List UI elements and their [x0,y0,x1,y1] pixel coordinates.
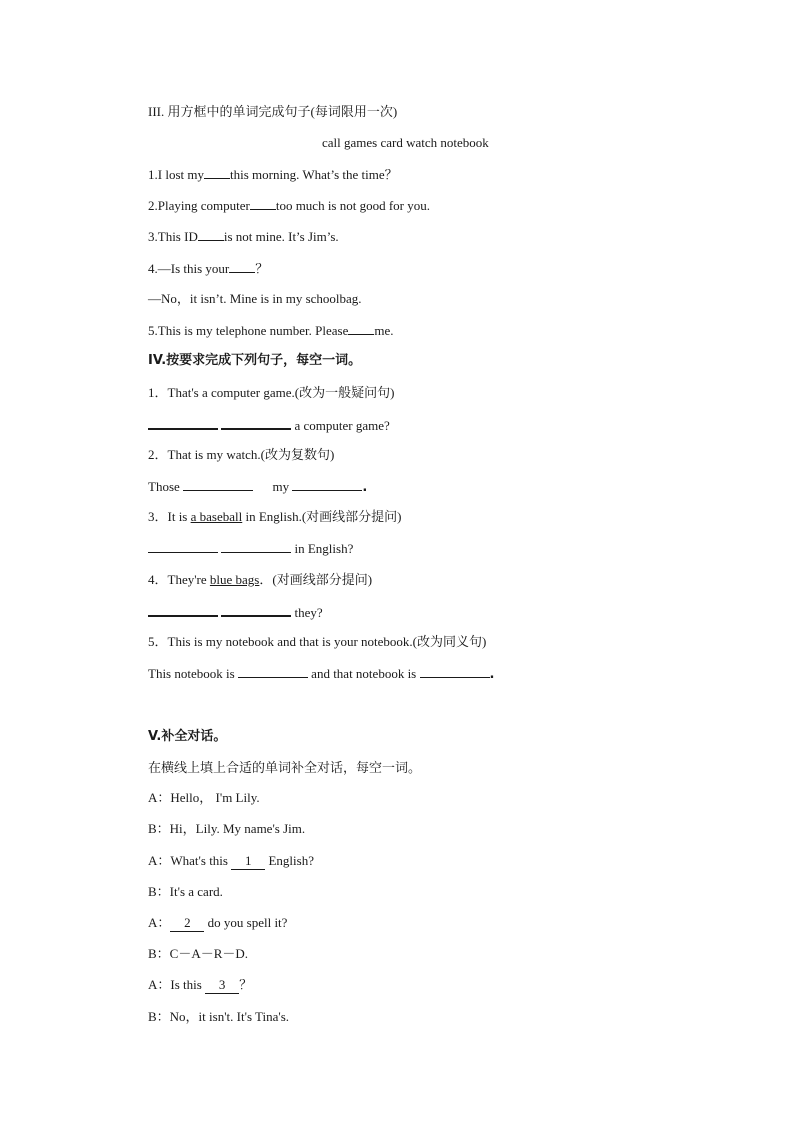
answer-blank[interactable] [420,665,490,678]
section5-instruction: 在横线上填上合适的单词补全对话，每空一词。 [148,760,422,775]
s4-a2-text-a: Those [148,479,180,494]
s3-question-2 [148,197,430,214]
s3-question-3 [148,228,339,245]
section4-heading: IV.按要求完成下列句子，每空一词。 [148,353,362,368]
s4-a2-text-c: . [362,480,368,495]
dialogue-line-7 [148,977,252,994]
s4-answer-2 [148,478,367,496]
s4-question-3 [148,509,402,525]
d7-text-a: A：Is this [148,977,206,992]
s4-q4-text-b: ．(对画线部分提问) [259,572,373,587]
s3-q5-text-b: me. [374,323,394,338]
dialogue-line-1: A：Hello， I'm Lily. [148,790,260,805]
dialogue-blank-3[interactable]: 3 [205,977,239,994]
s4-answer-1 [148,416,390,434]
s4-a2-text-b: my [272,479,290,494]
d5-text-a: A： [148,915,171,930]
s3-q4-answer: —No，it isn’t. Mine is in my schoolbag. [148,291,362,306]
s3-q3-text-a: 3.This ID [148,229,198,244]
s4-a1-text: a computer game? [294,418,390,433]
s4-question-5: 5．This is my notebook and that is your notebook.(改为同义句) [148,634,487,649]
answer-blank[interactable] [348,322,374,335]
s3-q1-text-b: this morning. What’s the time？ [229,167,398,182]
s3-q3-text-b: is not mine. It’s Jim’s. [223,229,339,244]
answer-blank[interactable] [221,603,291,617]
s3-question-4 [148,260,268,277]
s3-q1-text-a: 1.I lost my [148,167,204,182]
s4-a5-text-b: and that notebook is [311,666,417,681]
section5-heading: V.补全对话。 [148,729,227,744]
s3-q2-text-b: too much is not good for you. [275,198,431,213]
s4-q4-text-a: 4．They're [148,572,210,587]
answer-blank[interactable] [292,478,362,491]
s4-question-4 [148,572,372,588]
section3-heading: III. 用方框中的单词完成句子(每词限用一次) [148,104,398,119]
s4-a4-text: they? [294,605,323,620]
s3-question-1 [148,166,398,183]
d3-text-a: A：What's this [148,853,232,868]
s4-q3-underlined: a baseball [190,509,243,524]
s3-question-5 [148,322,394,339]
s4-a5-text-a: This notebook is [148,666,235,681]
s3-q4-text-b: ？ [255,261,269,276]
answer-blank[interactable] [221,540,291,553]
d7-text-b: ？ [239,977,253,992]
answer-blank[interactable] [148,603,218,617]
answer-blank[interactable] [238,665,308,678]
dialogue-line-6: B：C－A－R－D. [148,946,249,961]
d3-text-b: English? [265,853,314,868]
s3-q5-text-a: 5.This is my telephone number. Please [148,323,349,338]
s3-q4-text-a: 4.—Is this your [148,261,230,276]
answer-blank[interactable] [221,416,291,430]
word-box: call games card watch notebook [322,135,489,150]
dialogue-line-3 [148,853,314,870]
answer-blank[interactable] [148,540,218,553]
dialogue-line-2: B：Hi，Lily. My name's Jim. [148,821,306,836]
answer-blank[interactable] [229,260,255,273]
answer-blank[interactable] [198,228,224,241]
answer-blank[interactable] [148,416,218,430]
s3-q2-text-a: 2.Playing computer [148,198,250,213]
answer-blank[interactable] [250,197,276,210]
s4-a5-text-c: . [489,667,495,682]
s4-question-2: 2．That is my watch.(改为复数句) [148,447,335,462]
s4-answer-5 [148,665,494,683]
s4-a3-text: in English? [294,541,354,556]
dialogue-line-5 [148,915,287,932]
dialogue-line-8: B：No，it isn't. It's Tina's. [148,1009,290,1024]
s4-q4-underlined: blue bags [209,572,260,587]
answer-blank[interactable] [183,478,253,491]
s4-q3-text-a: 3．It is [148,509,191,524]
dialogue-line-4: B：It's a card. [148,884,223,899]
dialogue-blank-1[interactable]: 1 [231,853,265,870]
d5-text-b: do you spell it? [204,915,288,930]
s4-question-1: 1．That's a computer game.(改为一般疑问句) [148,385,395,400]
s4-answer-3 [148,540,353,557]
answer-blank[interactable] [204,166,230,179]
s4-q3-text-b: in English.(对画线部分提问) [242,509,402,524]
dialogue-blank-2[interactable]: 2 [170,915,204,932]
s4-answer-4 [148,603,323,621]
